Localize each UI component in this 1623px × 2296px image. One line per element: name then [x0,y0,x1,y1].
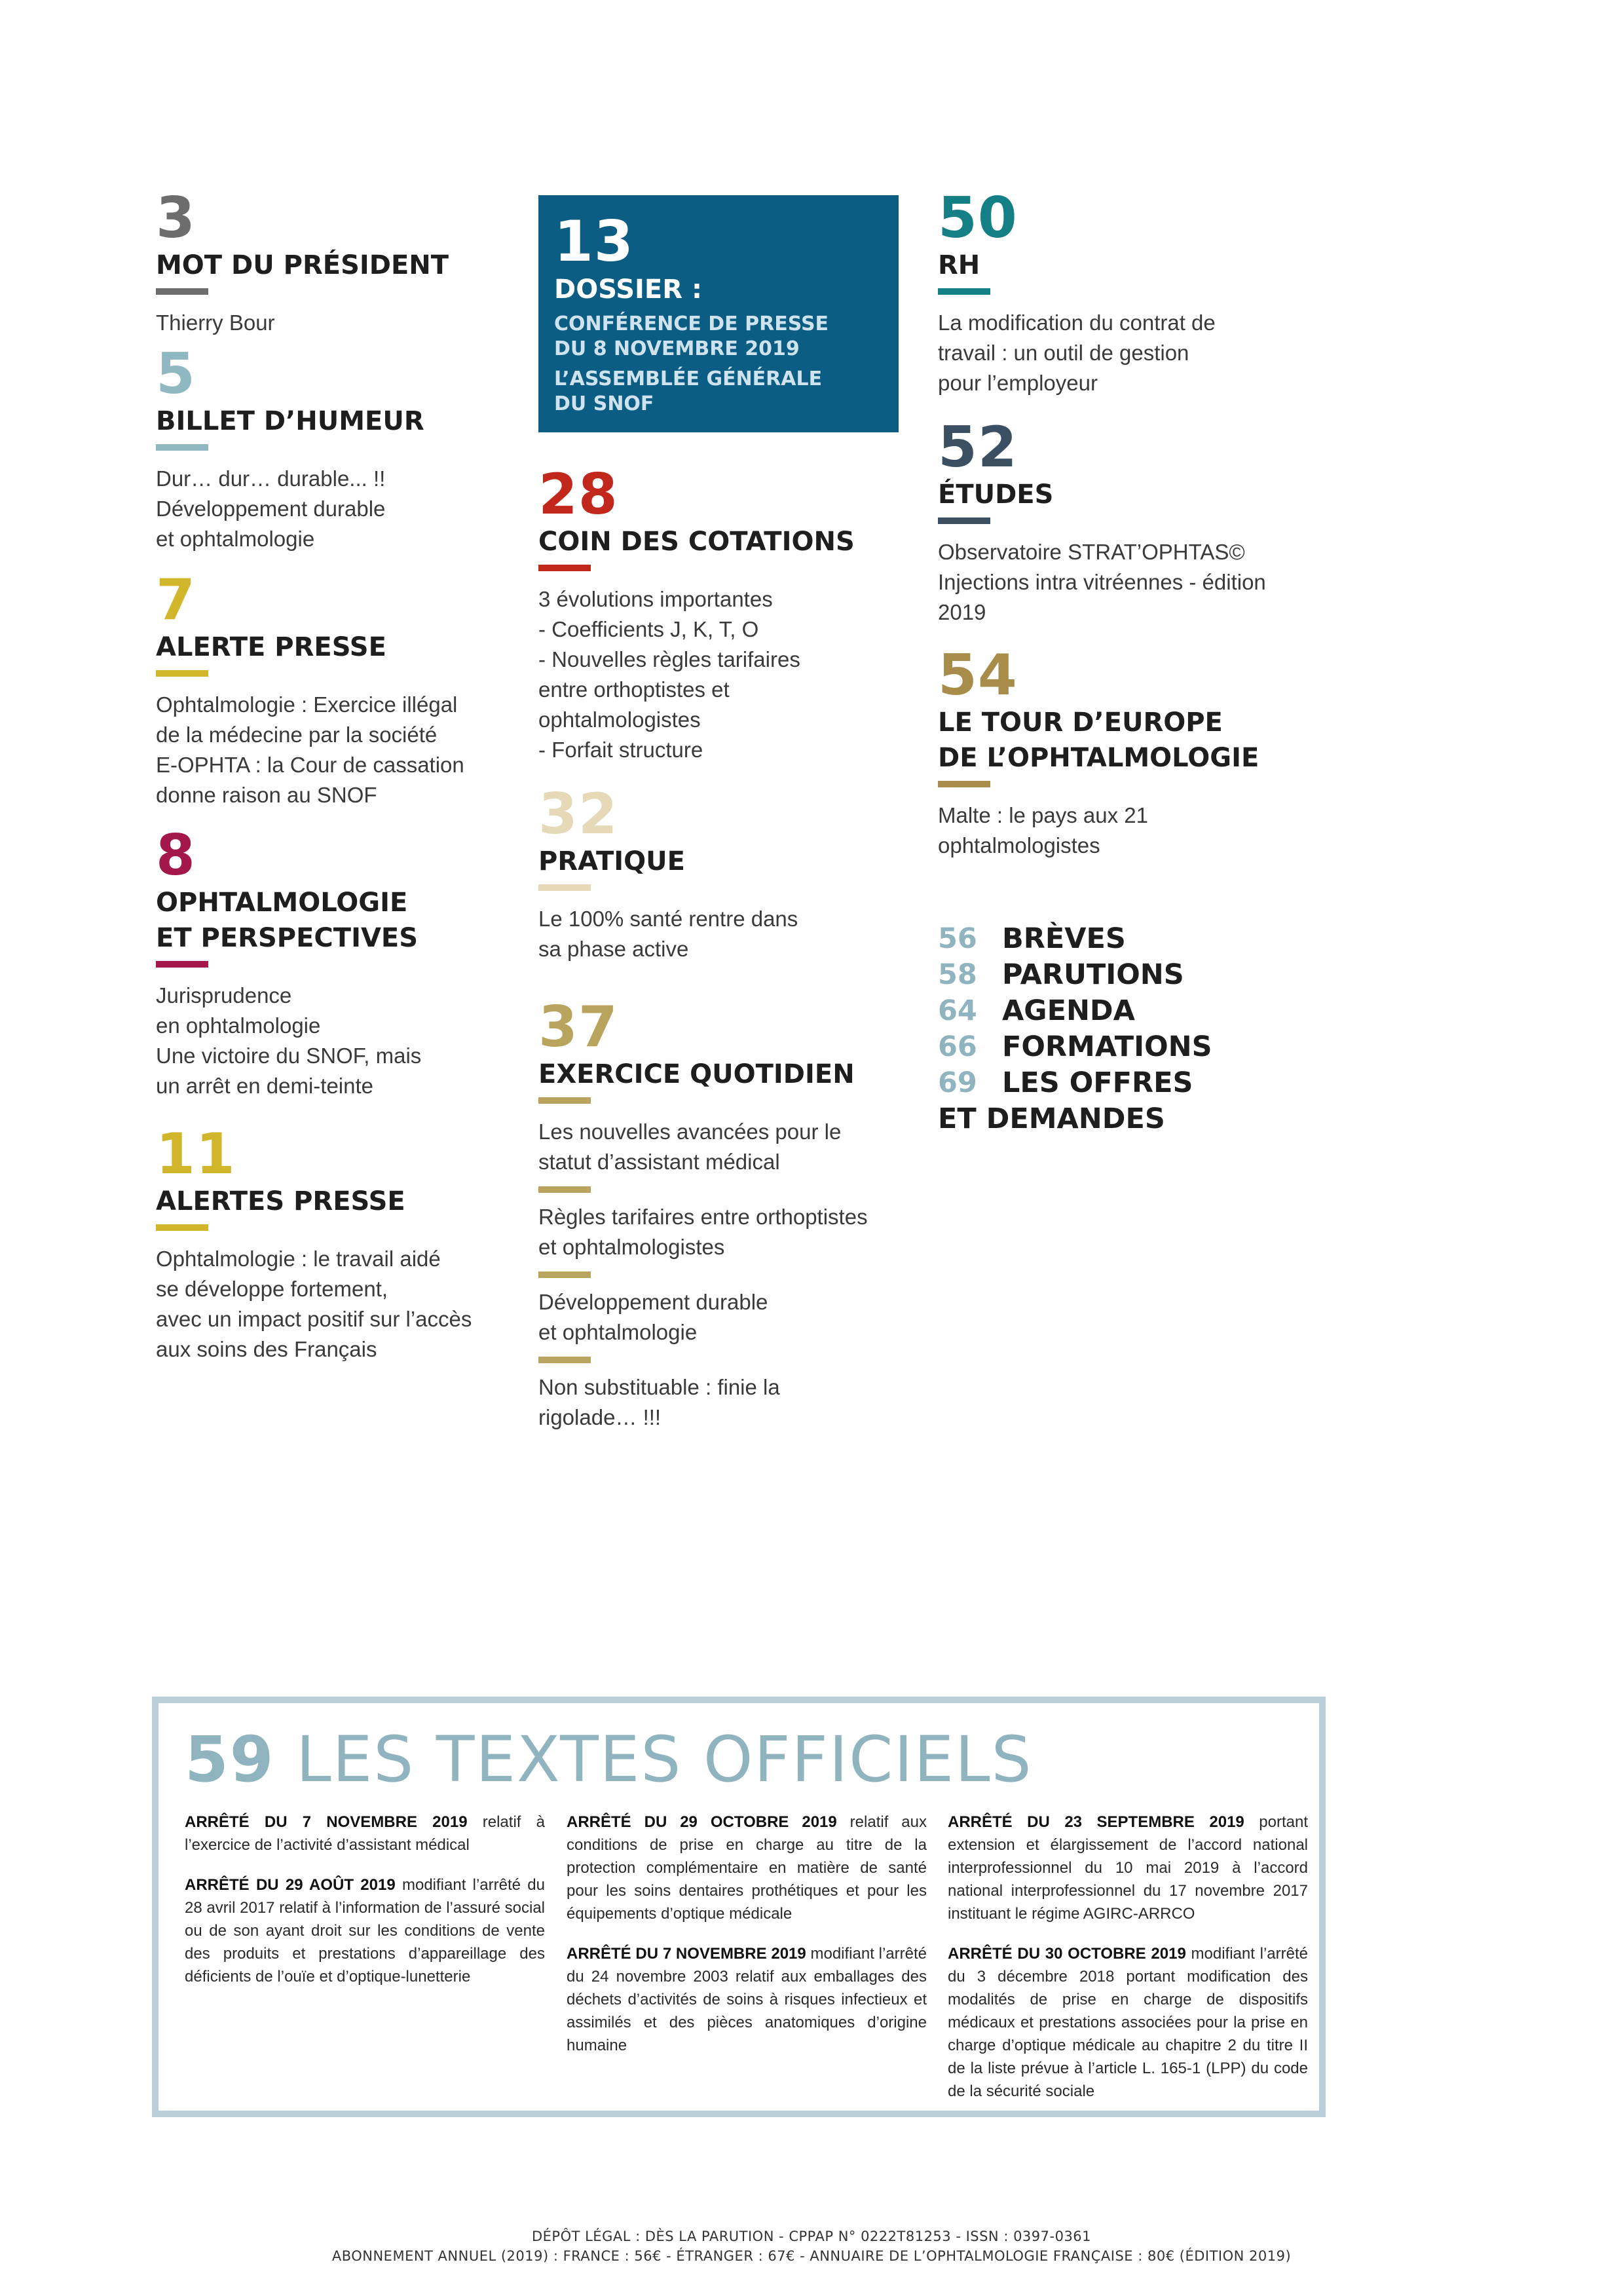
dossier-box[interactable] [538,195,899,432]
list-item-label: PARUTIONS [1002,958,1184,991]
section-title: LE TOUR D’EUROPE DE L’OPHTALMOLOGIE [938,707,1259,773]
toc-section-perspectives[interactable] [156,823,510,1126]
official-text-entry[interactable] [948,1942,1308,2103]
section-description: Non substituable : finie la rigolade… !!! [538,1375,780,1429]
list-item-number: 69 [938,1066,977,1099]
section-description: Dur… dur… durable... !! Développement durable et ophtalmologie [156,466,386,551]
section-number: 11 [156,1121,236,1187]
official-texts-heading[interactable] [185,1723,1299,1796]
list-item-continuation: ET DEMANDES [938,1102,1165,1135]
section-title: MOT DU PRÉSIDENT [156,250,449,280]
section-title: ÉTUDES [938,480,1054,510]
entry-title: ARRÊTÉ DU 29 OCTOBRE 2019 [567,1813,837,1831]
section-description: Ophtalmologie : Exercice illégal de la médecine par la société E-OPHTA : la Cour de cassation donne raison au SNOF [156,692,464,807]
dossier-subtitle-1: CONFÉRENCE DE PRESSE DU 8 NOVEMBRE 2019 [554,312,829,360]
section-title: BILLET D’HUMEUR [156,406,424,436]
footer-subscription: ABONNEMENT ANNUEL (2019) : FRANCE : 56€ - ÉTRANGER : 67€ - ANNUAIRE DE L’OPHTALMOLOGIE FRANÇAISE : 80€ (ÉDITION 2019) [331,2248,1292,2264]
entry-text: modifiant l’arrêté du 28 avril 2017 relatif à l’information de l’assuré social ou de son ayant droit sur les conditions de vente des produits et prestations d’appareillage des déficients de l’ouïe et d’optique-lunetterie [185,1876,545,1985]
short-sections-list [938,921,1318,1137]
section-rule [156,670,208,677]
section-title: ALERTES PRESSE [156,1186,405,1216]
section-title: COIN DES COTATIONS [538,527,855,557]
toc-section-exercice[interactable] [538,994,905,1433]
toc-column-3 [938,185,1318,1137]
official-text-entry[interactable] [185,1811,545,1856]
footer-legal: DÉPÔT LÉGAL : DÈS LA PARUTION - CPPAP N° 0222T81253 - ISSN : 0397-0361 [531,2229,1092,2244]
section-title: PRATIQUE [538,846,685,876]
entry-title: ARRÊTÉ DU 7 NOVEMBRE 2019 [567,1945,806,1963]
toc-section-president[interactable] [156,185,510,346]
section-description: Thierry Bour [156,311,275,335]
section-rule [156,961,208,968]
section-description: La modification du contrat de travail : un outil de gestion pour l’employeur [938,311,1216,395]
section-number: 7 [156,567,196,633]
toc-section-rh[interactable] [938,185,1318,419]
section-rule [538,1271,591,1278]
section-rule [538,565,591,571]
official-text-entry[interactable] [567,1942,927,2057]
official-text-entry[interactable] [567,1811,927,1925]
list-item[interactable] [938,921,1318,957]
dossier-number: 13 [554,209,634,274]
section-number: 3 [156,185,196,251]
section-rule [156,444,208,451]
toc-column-1 [156,185,510,1364]
section-number: 52 [938,415,1018,480]
list-item[interactable] [938,1065,1318,1101]
official-text-entry[interactable] [185,1873,545,1988]
section-rule [938,518,990,524]
section-description: Jurisprudence en ophtalmologie Une victoire du SNOF, mais un arrêt en demi-teinte [156,983,422,1098]
official-texts-number: 59 [185,1723,275,1796]
section-title: RH [938,250,980,280]
section-number: 37 [538,994,618,1060]
list-item[interactable] [938,1029,1318,1065]
official-text-entry[interactable] [948,1811,1308,1925]
section-number: 28 [538,462,618,527]
section-rule [538,1357,591,1363]
entry-text: portant extension et élargissement de l’accord national interprofessionnel du 10 mai 2019 à l’accord national interprofessionnel du 17 novembre 2017 instituant le régime AGIRC-ARRCO [948,1813,1308,1923]
official-texts-column-3 [948,1811,1308,2120]
list-item-number: 64 [938,994,977,1027]
list-item-number: 66 [938,1030,977,1063]
list-item-number: 56 [938,922,977,955]
toc-section-alertes-presse[interactable] [156,1121,510,1364]
entry-text: modifiant l’arrêté du 24 novembre 2003 relatif aux emballages des déchets d’activités de soins à risques infectieux et assimilés et des pièces anatomiques d’origine humaine [567,1945,927,2054]
toc-column-2 [538,462,905,1433]
list-item[interactable] [938,957,1318,993]
entry-text: relatif aux conditions de prise en charge au titre de la protection complémentaire en matière de santé pour les soins dentaires prothétiques et pour les équipements d’optique médicale [567,1813,927,1923]
list-item-number: 58 [938,958,977,991]
entry-text: relatif à l’exercice de l’activité d’assistant médical [185,1813,545,1854]
section-description: Règles tarifaires entre orthoptistes et ophtalmologistes [538,1205,868,1259]
official-texts-box [152,1697,1326,2117]
section-number: 32 [538,781,618,847]
section-description: 3 évolutions importantes - Coefficients J, K, T, O - Nouvelles règles tarifaires entre orthoptistes et ophtalmologistes - Forfait structure [538,587,800,762]
section-rule [538,1186,591,1193]
section-rule [156,288,208,295]
section-number: 5 [156,341,196,407]
dossier-title: DOSSIER : [554,274,702,305]
section-description: Observatoire STRAT’OPHTAS© Injections intra vitréennes - édition 2019 [938,540,1266,624]
section-description: Les nouvelles avancées pour le statut d’assistant médical [538,1120,842,1174]
dossier-subtitle-2: L’ASSEMBLÉE GÉNÉRALE DU SNOF [554,367,823,415]
section-number: 50 [938,185,1018,251]
toc-section-cotations[interactable] [538,462,905,786]
section-description: Ophtalmologie : le travail aidé se développe fortement, avec un impact positif sur l’accès aux soins des Français [156,1247,472,1361]
section-title: EXERCICE QUOTIDIEN [538,1059,855,1089]
entry-text: modifiant l’arrêté du 3 décembre 2018 portant modification des modalités de prise en charge de dispositifs médicaux et prestations associées pour la prise en charge d’optique médicale au chapitre 2 du titre II de la liste prévue à l’article L. 165-1 (LPP) du code de la sécurité sociale [948,1945,1308,2100]
section-rule [938,288,990,295]
section-description: Développement durable et ophtalmologie [538,1290,768,1344]
entry-title: ARRÊTÉ DU 29 AOÛT 2019 [185,1876,396,1894]
toc-section-alerte-presse[interactable] [156,567,510,827]
entry-title: ARRÊTÉ DU 7 NOVEMBRE 2019 [185,1813,468,1831]
section-description: Le 100% santé rentre dans sa phase active [538,907,798,961]
section-title: ALERTE PRESSE [156,632,386,662]
list-item-label: FORMATIONS [1002,1030,1212,1063]
section-rule [938,781,990,787]
list-item[interactable] [938,993,1318,1029]
entry-title: ARRÊTÉ DU 30 OCTOBRE 2019 [948,1945,1186,1963]
section-number: 54 [938,643,1018,708]
section-rule [156,1224,208,1231]
section-description: Malte : le pays aux 21 ophtalmologistes [938,803,1149,857]
section-rule [538,884,591,891]
official-texts-column-2 [567,1811,927,2074]
list-item-label: LES OFFRES [1002,1066,1193,1099]
toc-section-pratique[interactable] [538,781,905,999]
list-item-label: BRÈVES [1002,922,1126,955]
toc-section-etudes[interactable] [938,415,1318,647]
toc-section-tour-europe[interactable] [938,643,1318,861]
official-texts-column-1 [185,1811,545,2005]
official-texts-title: LES TEXTES OFFICIELS [296,1723,1033,1796]
entry-title: ARRÊTÉ DU 23 SEPTEMBRE 2019 [948,1813,1244,1831]
toc-section-billet[interactable] [156,341,510,572]
section-title: OPHTALMOLOGIE ET PERSPECTIVES [156,888,419,953]
section-rule [538,1097,591,1104]
section-number: 8 [156,823,196,888]
list-item-label: AGENDA [1002,994,1135,1027]
